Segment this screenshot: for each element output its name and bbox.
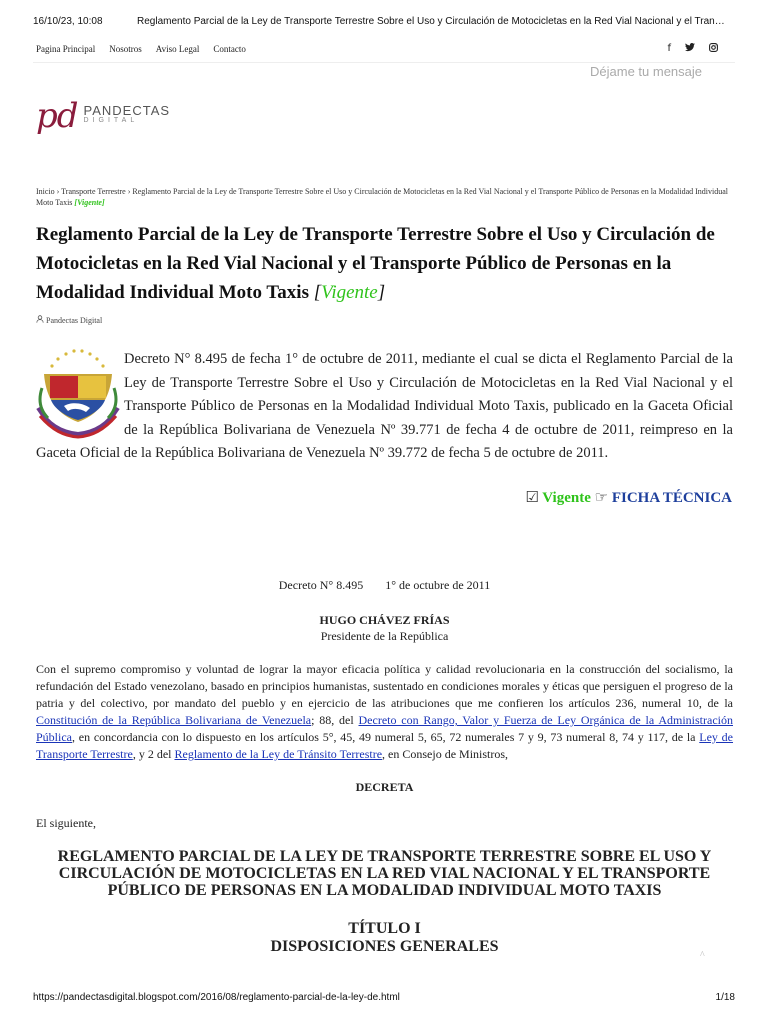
decree-header	[36, 578, 733, 593]
ficha-row	[525, 488, 732, 507]
status-bracket-open: [	[313, 282, 322, 303]
intro-paragraph	[36, 348, 733, 466]
titulo-number: TÍTULO I	[348, 920, 421, 937]
author-line	[36, 315, 102, 325]
link-ley-transporte[interactable]: Ley de Transporte Terrestre	[36, 730, 734, 761]
titulo-name: DISPOSICIONES GENERALES	[270, 938, 499, 955]
intro-text: Decreto N° 8.495 de fecha 1° de octubre de 2011, mediante el cual se dicta el Reglamento Parcial de la Ley de Transporte Terrestre Sobre el Uso y Circulación de Motocicletas en la Red Vial Nacional y el Transporte Público de Personas en la Modalidad Individual Moto Taxis, publicado en la Gaceta Oficial de la República Bolivariana de Venezuela Nº 39.771 de fecha 4 de octubre de 2011, reimpreso en la Gaceta Oficial de la República Bolivariana de Venezuela Nº 39.772 de fecha 5 de octubre de 2011.	[36, 351, 733, 461]
reglamento-heading: REGLAMENTO PARCIAL DE LA LEY DE TRANSPORTE TERRESTRE SOBRE EL USO Y CIRCULACIÓN DE MOTOCICLETAS EN LA RED VIAL NACIONAL Y EL TRANSPORTE PÚBLICO DE PERSONAS EN LA MODALIDAD INDIVIDUAL MOTO TAXIS	[57, 848, 712, 899]
titulo-heading	[36, 920, 733, 956]
decree-date: 1° de octubre de 2011	[385, 578, 491, 592]
decree-signer-role: Presidente de la República	[320, 629, 449, 643]
instagram-icon[interactable]	[709, 43, 718, 55]
print-footer	[33, 992, 735, 1003]
status-bracket-close: ]	[377, 282, 386, 303]
preamble-text-3: , en concordancia con lo dispuesto en los artículos 5°, 45, 49 numeral 5, 65, 72 numerales 7 y 9, 73 numeral 8, 74 y 117, de la	[72, 730, 700, 744]
logo-name: PANDECTAS	[83, 102, 171, 118]
logo-sub: DIGITAL	[83, 116, 139, 124]
link-ley-organica[interactable]: Decreto con Rango, Valor y Fuerza de Ley Orgánica de la Administración Pública	[36, 713, 733, 744]
siguiente-text: El siguiente,	[36, 816, 96, 830]
ficha-tecnica-link[interactable]: FICHA TÉCNICA	[611, 490, 732, 506]
print-title: Reglamento Parcial de la Ley de Transporte Terrestre Sobre el Uso y Circulación de Motocicletas en la Red Vial Nacional y el Tran…	[137, 16, 725, 27]
decree-signer: HUGO CHÁVEZ FRÍAS	[319, 613, 450, 627]
message-link[interactable]: Déjame tu mensaje	[590, 64, 702, 79]
user-icon	[36, 315, 44, 323]
preamble-text-5: , en Consejo de Ministros,	[382, 747, 509, 761]
site-logo[interactable]	[36, 96, 170, 136]
checkbox-icon: ☑	[525, 488, 539, 506]
ficha-vigente: Vigente	[542, 490, 591, 506]
nav-divider	[33, 62, 735, 63]
preamble-text-1: Con el supremo compromiso y voluntad de lograr la mayor eficacia política y calidad revolucionaria en la construcción del socialismo, la refundación del Estado venezolano, basado en principios humanistas, sustentado en condiciones morales y éticas que persiguen el progreso de la patria y del colectivo, por mandato del pueblo y en ejercicio de las atribuciones que me confieren los artículos 236, numeral 10, de la	[36, 662, 733, 710]
breadcrumb	[36, 186, 736, 208]
preamble-text-2: ; 88, del	[311, 713, 359, 727]
hand-pointer-icon: ☞	[594, 488, 609, 506]
breadcrumb-status: [Vigente]	[74, 198, 105, 207]
twitter-icon[interactable]	[685, 43, 695, 55]
page-title	[36, 220, 732, 307]
logo-mark: pd	[36, 96, 78, 136]
page-title-text: Reglamento Parcial de la Ley de Transporte Terrestre Sobre el Uso y Circulación de Motocicletas en la Red Vial Nacional y el Transporte Público de Personas en la Modalidad Individual Moto Taxis	[36, 224, 715, 303]
print-page: 1/18	[715, 992, 735, 1003]
author-name[interactable]: Pandectas Digital	[46, 316, 103, 325]
status-vigente: Vigente	[321, 282, 378, 303]
decree-preamble	[36, 661, 733, 763]
top-nav	[36, 44, 246, 54]
nav-item-contact[interactable]: Contacto	[213, 44, 246, 54]
facebook-icon[interactable]: f	[667, 43, 671, 54]
nav-item-home[interactable]: Pagina Principal	[36, 44, 96, 54]
nav-item-about[interactable]: Nosotros	[109, 44, 142, 54]
print-datetime: 16/10/23, 10:08	[33, 16, 103, 27]
preamble-text-4: , y 2 del	[132, 747, 175, 761]
nav-item-legal[interactable]: Aviso Legal	[155, 44, 200, 54]
social-links	[667, 43, 718, 55]
scroll-top-icon[interactable]: ^	[700, 950, 705, 961]
print-header	[33, 16, 735, 27]
link-reglamento-transito[interactable]: Reglamento de la Ley de Tránsito Terrestre	[174, 747, 383, 761]
breadcrumb-path[interactable]: Inicio › Transporte Terrestre › Reglamento Parcial de la Ley de Transporte Terrestre Sobre el Uso y Circulación de Motocicletas en la Red Vial Nacional y el Transporte Público de Personas en la Modalidad Individual Moto Taxis	[36, 187, 729, 207]
print-url: https://pandectasdigital.blogspot.com/2016/08/reglamento-parcial-de-la-ley-de.html	[33, 992, 400, 1003]
decreta-heading: DECRETA	[355, 780, 414, 794]
coat-of-arms-image	[36, 348, 124, 442]
link-constitucion[interactable]: Constitución de la República Bolivariana de Venezuela	[36, 713, 312, 727]
decree-number: Decreto N° 8.495	[278, 578, 364, 592]
